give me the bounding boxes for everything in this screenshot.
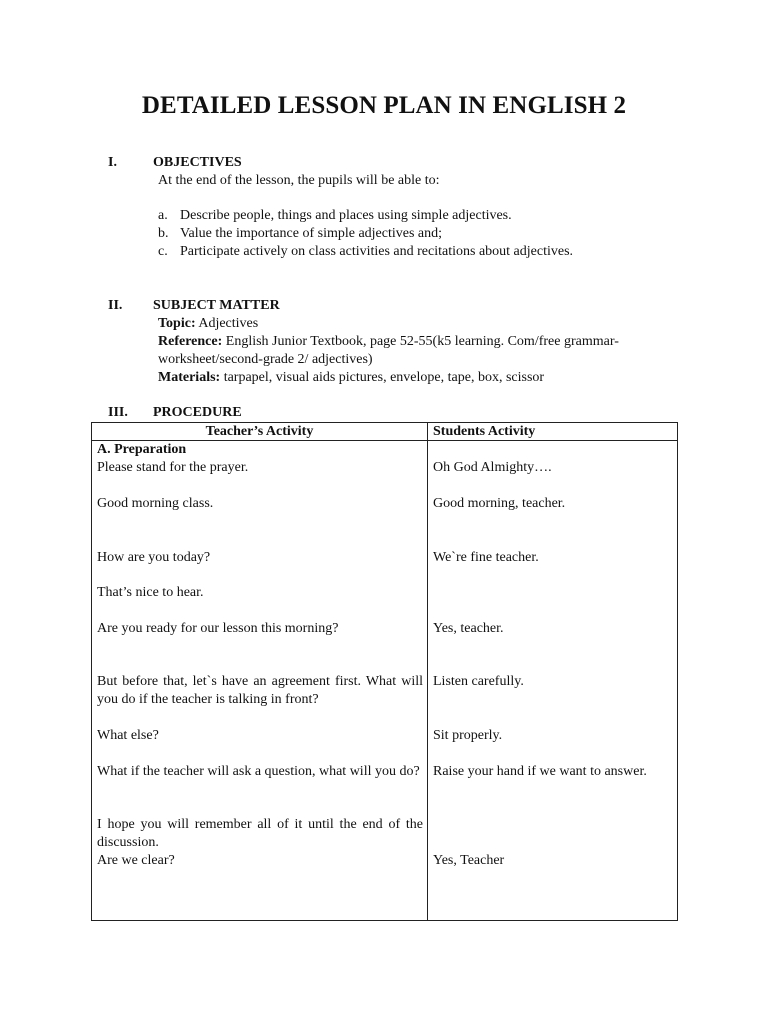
- teacher-line: How are you today?: [97, 550, 211, 565]
- student-line: We`re fine teacher.: [433, 550, 539, 565]
- materials-value: tarpapel, visual aids pictures, envelope, tape, box, scissor: [223, 370, 545, 385]
- student-line: Listen carefully.: [433, 674, 524, 689]
- objective-item: Value the importance of simple adjectives and;: [180, 226, 443, 241]
- objectives-intro: At the end of the lesson, the pupils will be able to:: [158, 173, 440, 188]
- teacher-activity-header: Teacher’s Activity: [205, 424, 314, 439]
- list-marker: c.: [158, 244, 168, 259]
- reference-label: Reference:: [158, 334, 223, 349]
- student-line: Yes, teacher.: [433, 621, 504, 636]
- materials-label: Materials:: [158, 370, 221, 385]
- teacher-line: Please stand for the prayer.: [97, 460, 249, 475]
- topic-line: [158, 315, 258, 333]
- teacher-line: What if the teacher will ask a question, what will you do?: [97, 764, 420, 779]
- section-heading: OBJECTIVES: [153, 155, 242, 170]
- reference-value: English Junior Textbook, page 52-55(k5 learning. Com/free grammar-: [225, 334, 619, 349]
- objective-item: Describe people, things and places using simple adjectives.: [180, 208, 512, 223]
- teacher-line: That’s nice to hear.: [97, 585, 204, 600]
- teacher-line: But before that, let`s have an agreement first. What will you do if the teacher is talking in front?: [97, 674, 423, 707]
- materials-line: [158, 369, 544, 387]
- reference-line: [158, 333, 619, 351]
- student-line: Sit properly.: [433, 728, 503, 743]
- section-numeral: I.: [108, 155, 117, 170]
- section-numeral: III.: [108, 405, 128, 420]
- student-line: Raise your hand if we want to answer.: [433, 764, 647, 779]
- topic-label: Topic:: [158, 316, 196, 331]
- reference-value-continued: worksheet/second-grade 2/ adjectives): [158, 352, 373, 367]
- section-heading: PROCEDURE: [153, 405, 242, 420]
- teacher-line: Are we clear?: [97, 853, 175, 868]
- objective-item: Participate actively on class activities and recitations about adjectives.: [180, 244, 574, 259]
- list-marker: a.: [158, 208, 168, 223]
- procedure-table: [91, 422, 678, 921]
- teacher-line: I hope you will remember all of it until the end of the discussion.: [97, 817, 423, 850]
- student-line: Oh God Almighty….: [433, 460, 552, 475]
- student-line: Yes, Teacher: [433, 853, 505, 868]
- teacher-line: What else?: [97, 728, 159, 743]
- teacher-line: Are you ready for our lesson this morning?: [97, 621, 339, 636]
- preparation-label: A. Preparation: [97, 442, 187, 457]
- teacher-line: Good morning class.: [97, 496, 214, 511]
- students-activity-header: Students Activity: [433, 424, 536, 439]
- topic-value: Adjectives: [198, 316, 259, 331]
- section-heading: SUBJECT MATTER: [153, 298, 280, 313]
- document-title: DETAILED LESSON PLAN IN ENGLISH 2: [141, 92, 627, 119]
- section-numeral: II.: [108, 298, 123, 313]
- column-divider: [427, 423, 428, 920]
- student-line: Good morning, teacher.: [433, 496, 566, 511]
- list-marker: b.: [158, 226, 169, 241]
